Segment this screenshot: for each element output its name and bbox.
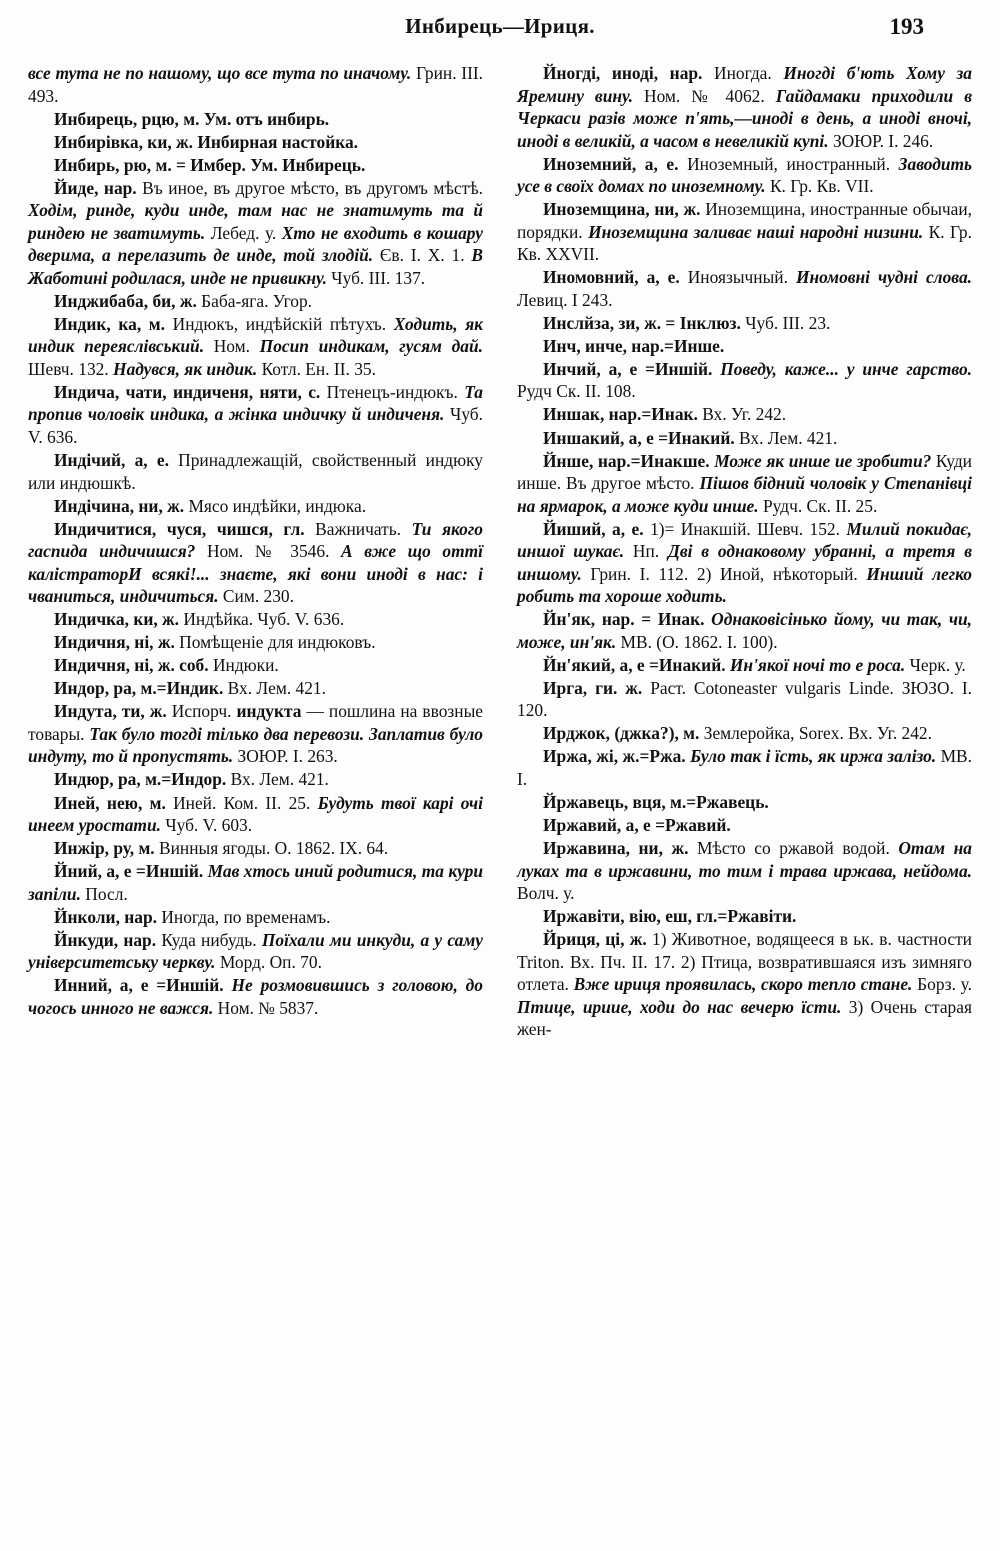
entry-headword: Индик, ка, м. xyxy=(54,313,165,334)
dictionary-entry xyxy=(28,974,483,1019)
entry-example: Инший легко робить та хороше ходить. xyxy=(517,563,972,607)
entry-headword: Инджибаба, би, ж. xyxy=(54,290,197,311)
entry-example: Заводить усе в своїх домах по иноземному. xyxy=(517,153,972,197)
dictionary-entry xyxy=(517,62,972,152)
entry-headword: Иноземний, а, е. xyxy=(543,153,679,174)
entry-definition: Куда нибудь. xyxy=(156,929,262,950)
dictionary-entry xyxy=(28,837,483,860)
entry-example: Птице, ириие, ходи до нас вечерю їсти. xyxy=(517,996,842,1017)
entry-definition: 1) Животное, водящееся в ьк. в. частности Triton. Вх. Пч. II. 17. 2) Птица, возвратившаяся изъ зимняго отлета. xyxy=(517,929,972,995)
entry-example: Иномовні чудні слова. xyxy=(795,267,972,288)
dictionary-entry xyxy=(517,335,972,358)
entry-example: Ходім, ринде, куди инде, там нас не знатимуть та й риндею не зватимуть. xyxy=(28,200,483,243)
entry-example: все тута не по нашому, що все тута по иначому. xyxy=(28,63,412,83)
dictionary-entry xyxy=(28,631,483,654)
entry-definition: Индѣйка. Чуб. V. 636. xyxy=(179,609,345,630)
dictionary-entry xyxy=(517,677,972,722)
entry-headword: Иржавий, а, е =Ржавий. xyxy=(543,815,731,836)
entry-headword: Инний, а, е =Иншій. xyxy=(54,975,224,996)
entry-definition: Сим. 230. xyxy=(218,586,294,607)
entry-headword: Йн'який, а, е =Инакий. xyxy=(543,654,726,675)
dictionary-entry xyxy=(28,608,483,631)
entry-example: В Жаботині родилася, инде не привикну. xyxy=(28,245,483,288)
entry-example: Будуть твої карі очі инеем уростати. xyxy=(28,792,483,836)
entry-definition: — пошлина на ввозные товары. xyxy=(28,701,483,744)
entry-example: Не розмовившись з головою, до чогось инного не важся. xyxy=(28,975,483,1018)
page-number: 193 xyxy=(889,14,924,39)
dictionary-entry xyxy=(517,358,972,403)
entry-definition: Лебед. у. xyxy=(205,222,282,243)
dictionary-entry xyxy=(517,905,972,928)
entry-headword: Индюр, ра, м.=Индор. xyxy=(54,769,227,790)
entry-definition: Волч. у. xyxy=(517,883,575,904)
dictionary-entry xyxy=(517,791,972,814)
entry-definition: Индюки. xyxy=(208,655,279,676)
dictionary-entry xyxy=(28,929,483,974)
entry-headword: Инчий, а, е =Иншій. xyxy=(543,358,713,379)
entry-headword: Ирджок, (джка?), м. xyxy=(543,723,700,744)
right-column xyxy=(517,62,972,1532)
entry-definition: 1)= Инакшій. Шевч. 152. xyxy=(643,518,847,539)
dictionary-entry xyxy=(517,153,972,198)
entry-headword: Индичня, ні, ж. xyxy=(54,632,175,653)
entry-definition: Грин. III. 493. xyxy=(28,63,484,106)
entry-headword: Йриця, ці, ж. xyxy=(543,929,647,950)
entry-definition: Вх. Лем. 421. xyxy=(734,427,838,448)
entry-headword: Индор, ра, м.=Индик. xyxy=(54,678,224,699)
entry-example: Було так і їсть, як иржа залізо. xyxy=(685,746,937,767)
entry-example: Вже ириця проявилась, скоро тепло стане. xyxy=(573,974,913,995)
entry-definition: Борз. у. xyxy=(912,974,972,995)
entry-headword: Йиший, а, е. xyxy=(543,518,644,539)
dictionary-entry xyxy=(517,266,972,311)
entry-definition: Иноземщина, иностранные обычаи, порядки. xyxy=(517,199,972,242)
dictionary-entry xyxy=(28,449,483,494)
dictionary-entry xyxy=(28,906,483,929)
entry-example: Отам на луках та в иржавини, то тим і трава иржава, нейдома. xyxy=(517,838,972,881)
entry-definition: Чуб. III. 137. xyxy=(326,267,426,288)
entry-example: Поїхали ми инкуди, а у саму університетську черкву. xyxy=(28,929,483,973)
dictionary-entry xyxy=(517,518,972,608)
entry-headword: Иноземщина, ни, ж. xyxy=(543,199,701,220)
entry-definition: Єв. I. X. 1. xyxy=(373,245,472,266)
entry-definition: Черк. у. xyxy=(905,654,966,675)
dictionary-entry xyxy=(28,768,483,791)
entry-headword: Йнколи, нар. xyxy=(54,906,158,927)
entry-example: Пішов бідний чоловік у Степанівці на ярмарок, а може куди инше. xyxy=(517,473,972,516)
dictionary-entry xyxy=(517,450,972,518)
entry-headword: Инжір, ру, м. xyxy=(54,838,155,859)
entry-headword: Йнше, нар.=Инакше. xyxy=(543,450,710,471)
entry-definition: Мясо индѣйки, индюка. xyxy=(184,495,367,516)
entry-example: А вже що оттї калістраторИ всякі!... знаєте, які вони иноді в нас: і чваниться, индичиться. xyxy=(28,541,483,607)
entry-definition: Иногда. xyxy=(702,63,784,83)
entry-example: Мав хтось иний родитися, та кури запіли. xyxy=(28,861,484,904)
entry-headword: Иржа, жі, ж.=Ржа. xyxy=(543,746,686,767)
entry-headword: Йн'як, нар. = Инак. xyxy=(543,609,705,630)
entry-headword: Ирга, ги. ж. xyxy=(543,677,643,698)
entry-example: Так було тогді тілько два перевози. Заплатив було индуту, то й пропустять. xyxy=(28,723,484,767)
dictionary-entry xyxy=(517,403,972,426)
entry-definition: Посл. xyxy=(80,883,128,904)
entry-definition: Мѣсто со ржавой водой. xyxy=(688,838,899,859)
entry-definition: 3) Очень старая жен- xyxy=(517,996,972,1040)
dictionary-entry xyxy=(28,290,483,313)
dictionary-entry xyxy=(28,381,483,449)
entry-definition: МВ. (О. 1862. I. 100). xyxy=(616,631,778,652)
entry-definition: Баба-яга. Угор. xyxy=(196,290,313,311)
entry-definition: Чуб. V. 636. xyxy=(28,404,484,447)
entry-definition: Землеройка, Sorex. Вх. Уг. 242. xyxy=(699,723,932,744)
entry-headword: Индічина, ни, ж. xyxy=(54,495,185,516)
dictionary-entry xyxy=(28,108,483,131)
entry-definition: Принадлежащій, свойственный индюку или индюшкѣ. xyxy=(28,450,483,493)
entry-headword: Иней, нею, м. xyxy=(54,792,166,813)
dictionary-entry xyxy=(28,677,483,700)
entry-example: Иноземщина заливає наші народні низини. xyxy=(588,221,924,242)
dictionary-entry xyxy=(517,654,972,677)
dictionary-entry xyxy=(28,62,483,107)
entry-example: Посип индикам, гусям дай. xyxy=(259,336,483,357)
dictionary-entry xyxy=(28,860,483,905)
entry-headword: Инбирець, рцю, м. Ум. отъ инбирь. xyxy=(54,108,330,129)
dictionary-entry xyxy=(517,427,972,450)
entry-definition: Нп. xyxy=(624,541,668,562)
entry-definition: К. Гр. Кв. VII. xyxy=(765,176,874,197)
dictionary-entry xyxy=(28,518,483,608)
entry-definition: Раст. Cotoneaster vulgaris Linde. ЗЮЗО. I. 120. xyxy=(517,677,972,721)
dictionary-entry xyxy=(517,722,972,745)
dictionary-entry xyxy=(517,312,972,335)
entry-headword: Инч, инче, нар.=Инше. xyxy=(543,335,725,356)
entry-example: Ти якого гаспида индичишся? xyxy=(28,518,483,562)
entry-example: Ин'якої ночі то е роса. xyxy=(725,654,906,675)
entry-definition: Испорч. xyxy=(166,701,237,722)
entry-headword: Инслйза, зи, ж. = Інклюз. xyxy=(543,312,741,333)
entry-definition: Ном. № 3546. xyxy=(195,541,342,562)
page-columns xyxy=(28,62,972,1532)
dictionary-entry xyxy=(28,154,483,177)
entry-headword: Индута, ти, ж. xyxy=(54,701,167,722)
entry-headword: Индичня, ні, ж. соб. xyxy=(54,655,209,676)
dictionary-entry xyxy=(28,131,483,154)
entry-definition: ЗОЮР. I. 246. xyxy=(828,130,934,151)
entry-definition: Ном. xyxy=(204,336,260,357)
entry-headword: Индичка, ки, ж. xyxy=(54,609,180,630)
dictionary-entry xyxy=(28,792,483,837)
dictionary-entry xyxy=(517,198,972,266)
entry-example: Ходить, як индик переяслівський. xyxy=(28,313,483,357)
entry-definition: Левиц. I 243. xyxy=(517,289,613,310)
entry-definition: Рудч. Ск. II. 25. xyxy=(758,495,878,516)
entry-headword: Йиде, нар. xyxy=(54,177,137,198)
dictionary-entry xyxy=(28,313,483,381)
entry-example: Иногді б'ють Хому за Яремину вину. xyxy=(517,63,973,106)
entry-definition: Винныя ягоды. О. 1862. IX. 64. xyxy=(154,838,389,859)
entry-headword: Иншак, нар.=Инак. xyxy=(543,404,698,425)
entry-headword: Иржавина, ни, ж. xyxy=(543,838,689,859)
entry-headword: Индичитися, чуся, чишся, гл. xyxy=(54,518,305,539)
entry-definition: Чуб. V. 603. xyxy=(160,815,253,836)
page-header xyxy=(0,14,1000,54)
entry-definition: Иногда, по временамъ. xyxy=(157,906,331,927)
entry-definition: Морд. Оп. 70. xyxy=(215,952,322,973)
entry-example: Надувся, як индик. xyxy=(113,358,258,379)
dictionary-entry xyxy=(517,814,972,837)
entry-headword: Йржавець, вця, м.=Ржавець. xyxy=(543,792,769,812)
entry-headword: Индічий, а, е. xyxy=(54,450,169,471)
entry-definition: Иней. Ком. II. 25. xyxy=(165,792,318,813)
entry-example: Та пропив чоловік индика, а жінка индичку й индиченя. xyxy=(28,381,483,425)
entry-definition: Вх. Уг. 242. xyxy=(697,404,787,425)
entry-definition: Куди инше. Въ другое мѣсто. xyxy=(517,450,972,494)
entry-definition: Въ иное, въ другое мѣсто, въ другомъ мѣстѣ. xyxy=(136,177,483,198)
entry-definition: Котл. Ен. II. 35. xyxy=(257,358,376,379)
entry-headword: Йнкуди, нар. xyxy=(54,929,157,950)
entry-definition: Птенецъ-индюкъ. xyxy=(320,381,465,402)
page-title: Инбирець—Ириця. xyxy=(405,14,595,38)
entry-definition: Ном. № 4062. xyxy=(633,85,776,106)
entry-headword: Индича, чати, индиченя, няти, с. xyxy=(54,381,321,402)
entry-definition: МВ. I. xyxy=(517,746,972,789)
entry-definition: Грин. I. 112. 2) Иной, нѣкоторый. xyxy=(581,563,867,584)
left-column xyxy=(28,62,483,1532)
entry-example: Гайдамаки приходили в Черкаси разів може п'ять,—иноді в день, а иноді вночі, иноді в великій, а часом в невеликій купі. xyxy=(517,85,973,151)
entry-definition: Чуб. III. 23. xyxy=(740,312,831,333)
dictionary-entry xyxy=(28,495,483,518)
entry-example: Милий покидає, иншої шукає. xyxy=(517,518,972,562)
entry-headword: Йний, а, е =Иншій. xyxy=(54,861,204,882)
entry-headword: Иншакий, а, е =Инакий. xyxy=(543,427,735,448)
entry-headword: Иномовний, а, е. xyxy=(543,267,680,288)
entry-headword: Йногді, иноді, нар. xyxy=(543,63,703,83)
entry-definition: ЗОЮР. I. 263. xyxy=(233,746,338,767)
entry-definition: Важничать. xyxy=(304,518,412,539)
entry-definition: Ном. № 5837. xyxy=(213,997,319,1018)
entry-definition: Шевч. 132. xyxy=(28,358,114,379)
entry-definition: Вх. Лем. 421. xyxy=(226,769,329,790)
dictionary-entry xyxy=(517,837,972,905)
dictionary-entry xyxy=(517,928,972,1041)
dictionary-entry xyxy=(28,700,483,768)
entry-headword: Инбирь, рю, м. = Имбер. Ум. Инбирець. xyxy=(54,154,366,175)
entry-definition: Индюкъ, индѣйскій пѣтухъ. xyxy=(165,313,394,334)
entry-example: Може як инше ие зробити? xyxy=(709,450,932,471)
dictionary-entry xyxy=(28,654,483,677)
entry-headword: Инбирівка, ки, ж. Инбирная настойка. xyxy=(54,131,359,152)
entry-definition: Рудч Ск. II. 108. xyxy=(517,381,636,402)
entry-headword: индукта xyxy=(236,701,302,722)
dictionary-entry xyxy=(517,608,972,653)
entry-example: Дві в однаковому убранні, а третя в иншому. xyxy=(517,541,972,584)
entry-example: Хто не входить в кошару дверима, а перелазить де инде, той злодій. xyxy=(28,222,483,266)
entry-definition: Помѣщеніе для индюковъ. xyxy=(174,632,376,653)
entry-definition: Вх. Лем. 421. xyxy=(223,678,326,699)
entry-example: Однаковісінько йому, чи так, чи, може, ин'як. xyxy=(517,609,973,652)
entry-headword: Иржавіти, вію, еш, гл.=Ржавіти. xyxy=(543,906,797,927)
entry-example: Поведу, каже... у инче гарство. xyxy=(712,358,972,379)
dictionary-entry xyxy=(517,745,972,790)
dictionary-entry xyxy=(28,177,483,290)
entry-definition: К. Гр. Кв. XXVII. xyxy=(517,221,972,265)
entry-definition: Иноязычный. xyxy=(679,267,796,288)
entry-definition: Иноземный, иностранный. xyxy=(678,153,899,174)
